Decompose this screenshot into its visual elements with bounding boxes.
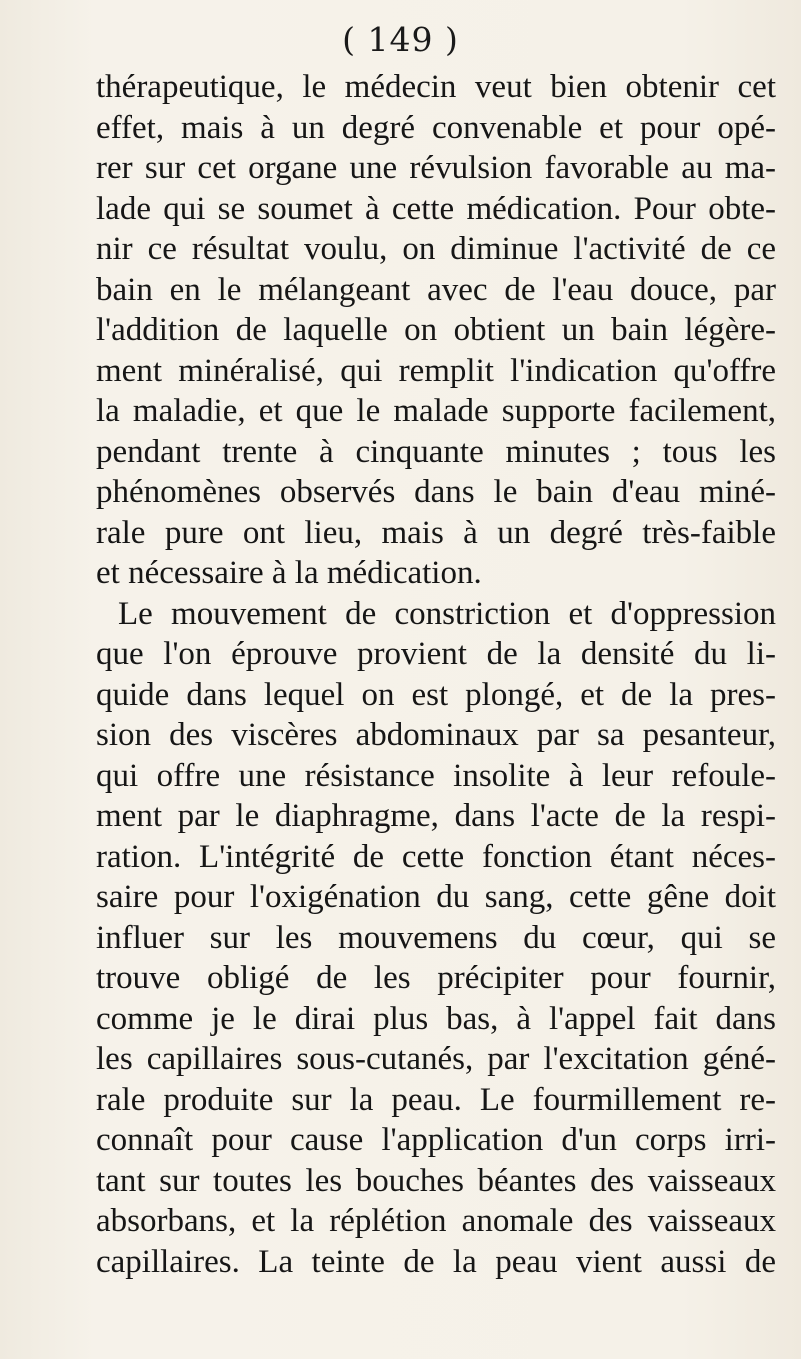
text-line: quide dans lequel on est plongé, et de la pres-: [96, 676, 776, 713]
text-line: bain en le mélangeant avec de l'eau douce, par: [96, 271, 776, 308]
text-line: ment minéralisé, qui remplit l'indication qu'offre: [96, 352, 776, 389]
text-line: nir ce résultat voulu, on diminue l'activité de ce: [96, 231, 776, 267]
text-line: influer sur les mouvemens du cœur, qui se: [96, 919, 776, 956]
text-line: phénomènes observés dans le bain d'eau miné-: [96, 474, 776, 510]
text-line: connaît pour cause l'application d'un corps irri-: [96, 1122, 776, 1158]
text-line: rale pure ont lieu, mais à un degré très-faible: [96, 514, 776, 551]
text-line: tant sur toutes les bouches béantes des vaisseaux: [96, 1162, 776, 1199]
text-line: qui offre une résistance insolite à leur refoule-: [96, 757, 776, 794]
text-line: effet, mais à un degré convenable et pour opé-: [96, 109, 776, 146]
text-line: capillaires. La teinte de la peau vient aussi de: [96, 1243, 776, 1280]
text-line: sion des viscères abdominaux par sa pesanteur,: [96, 717, 776, 753]
text-line: Le mouvement de constriction et d'oppression: [118, 595, 776, 632]
text-line: absorbans, et la réplétion anomale des vaisseaux: [96, 1203, 776, 1239]
text-line: trouve obligé de les précipiter pour fournir,: [96, 960, 776, 996]
text-line: et nécessaire à la médication.: [96, 555, 482, 591]
text-line: ment par le diaphragme, dans l'acte de la respi-: [96, 798, 776, 834]
text-line: thérapeutique, le médecin veut bien obtenir cet: [96, 69, 776, 105]
text-line: ration. L'intégrité de cette fonction étant néces-: [96, 838, 776, 875]
text-line: lade qui se soumet à cette médication. Pour obte-: [96, 190, 776, 227]
text-line: rale produite sur la peau. Le fourmillement re-: [96, 1081, 776, 1118]
text-line: saire pour l'oxigénation du sang, cette gêne doit: [96, 879, 776, 915]
text-line: les capillaires sous-cutanés, par l'excitation géné-: [96, 1041, 776, 1077]
body-text: [96, 67, 776, 1282]
text-line: la maladie, et que le malade supporte facilement,: [96, 393, 776, 429]
text-line: rer sur cet organe une révulsion favorable au ma-: [96, 150, 776, 186]
text-line: comme je le dirai plus bas, à l'appel fait dans: [96, 1000, 776, 1037]
text-line: pendant trente à cinquante minutes ; tous les: [96, 433, 776, 470]
text-line: l'addition de laquelle on obtient un bain légère-: [96, 312, 776, 348]
page-number: ( 149 ): [342, 20, 459, 59]
text-line: que l'on éprouve provient de la densité du li-: [96, 636, 776, 672]
